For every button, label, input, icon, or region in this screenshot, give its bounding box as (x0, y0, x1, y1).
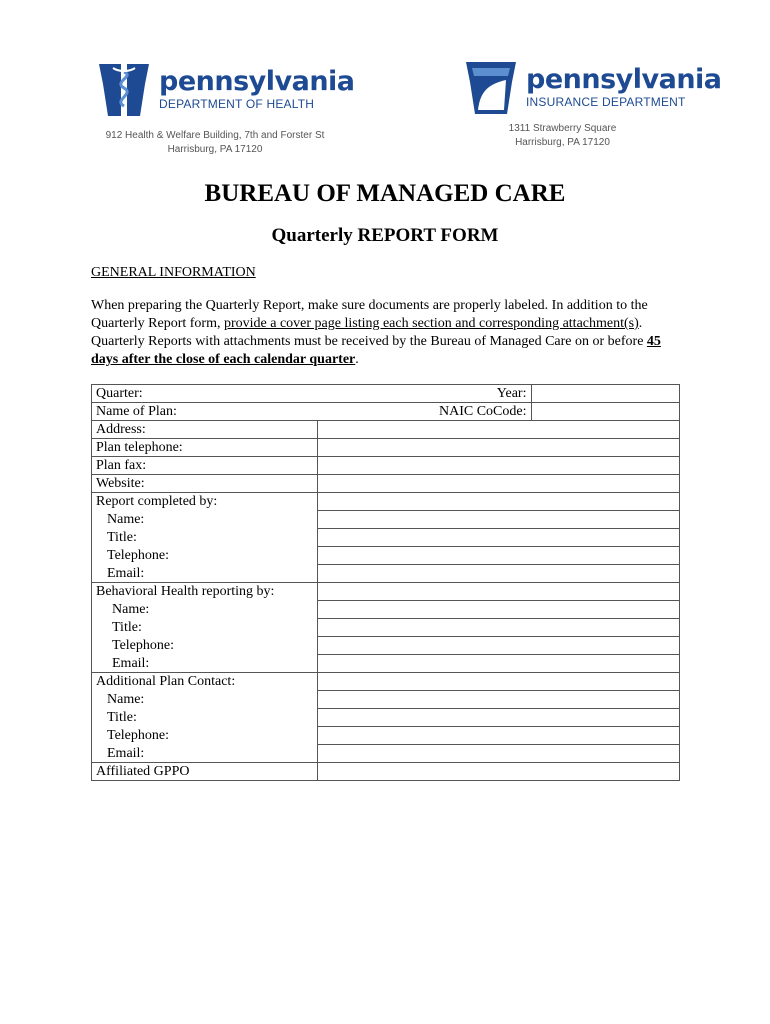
form-row-report-telephone (92, 547, 680, 565)
report-name-field[interactable] (318, 511, 680, 529)
form-row-ac-title (92, 709, 680, 727)
document-title: BUREAU OF MANAGED CARE (204, 180, 566, 207)
bh-title-label: Title: (92, 619, 318, 637)
report-completed-by-field[interactable] (318, 493, 680, 511)
quarter-label: Quarter: (92, 385, 318, 403)
form-row-report-completed-by (92, 493, 680, 511)
additional-contact-label: Additional Plan Contact: (92, 673, 318, 691)
form-row-affiliated-gppo (92, 763, 680, 781)
right-address (450, 122, 675, 150)
bh-telephone-label: Telephone: (92, 637, 318, 655)
report-title-label: Title: (92, 529, 318, 547)
form-row-additional-contact (92, 673, 680, 691)
behavioral-health-field[interactable] (318, 583, 680, 601)
form-row-fax (92, 457, 680, 475)
left-address (80, 129, 350, 157)
form-row-report-email (92, 565, 680, 583)
bh-telephone-field[interactable] (318, 637, 680, 655)
form-row-behavioral-health (92, 583, 680, 601)
bh-title-field[interactable] (318, 619, 680, 637)
right-brand-name: pennsylvania (526, 63, 722, 95)
behavioral-health-label: Behavioral Health reporting by: (92, 583, 318, 601)
ac-title-field[interactable] (318, 709, 680, 727)
year-field[interactable] (531, 385, 680, 403)
report-email-field[interactable] (318, 565, 680, 583)
intro-paragraph (91, 297, 681, 369)
form-row-quarter (92, 385, 680, 403)
naic-code-label: NAIC CoCode: (318, 403, 532, 421)
address-field[interactable] (318, 421, 680, 439)
form-row-bh-name (92, 601, 680, 619)
bh-email-field[interactable] (318, 655, 680, 673)
left-brand-name: pennsylvania (159, 65, 355, 97)
plan-fax-label: Plan fax: (92, 457, 318, 475)
bh-email-label: Email: (92, 655, 318, 673)
ac-name-label: Name: (92, 691, 318, 709)
ac-telephone-field[interactable] (318, 727, 680, 745)
report-name-label: Name: (92, 511, 318, 529)
bh-name-label: Name: (92, 601, 318, 619)
pa-health-logo (95, 60, 355, 118)
plan-name-label: Name of Plan: (92, 403, 318, 421)
keystone-caduceus-icon (95, 60, 153, 118)
form-row-bh-telephone (92, 637, 680, 655)
document-subtitle: Quarterly REPORT FORM (271, 225, 499, 246)
right-address-line1: 1311 Strawberry Square (508, 123, 617, 134)
form-row-telephone (92, 439, 680, 457)
form-row-bh-email (92, 655, 680, 673)
year-label: Year: (318, 385, 532, 403)
form-row-bh-title (92, 619, 680, 637)
form-row-website (92, 475, 680, 493)
affiliated-gppo-field[interactable] (318, 763, 680, 781)
right-department-name: INSURANCE DEPARTMENT (526, 94, 686, 109)
form-row-address (92, 421, 680, 439)
form-row-ac-name (92, 691, 680, 709)
form-row-report-title (92, 529, 680, 547)
pa-insurance-logo (462, 58, 722, 116)
ac-name-field[interactable] (318, 691, 680, 709)
form-row-plan-name (92, 403, 680, 421)
form-row-report-name (92, 511, 680, 529)
report-email-label: Email: (92, 565, 318, 583)
right-address-line2: Harrisburg, PA 17120 (515, 137, 610, 148)
website-label: Website: (92, 475, 318, 493)
left-address-line2: Harrisburg, PA 17120 (167, 144, 263, 155)
report-completed-by-label: Report completed by: (92, 493, 318, 511)
ac-email-label: Email: (92, 745, 318, 763)
ac-email-field[interactable] (318, 745, 680, 763)
plan-fax-field[interactable] (318, 457, 680, 475)
report-title-field[interactable] (318, 529, 680, 547)
report-telephone-field[interactable] (318, 547, 680, 565)
ac-title-label: Title: (92, 709, 318, 727)
intro-text-2: . Quarterly Reports with attachments must be received by the Bureau of Managed Care on or before (91, 316, 647, 349)
keystone-icon (462, 58, 520, 116)
bh-name-field[interactable] (318, 601, 680, 619)
plan-telephone-label: Plan telephone: (92, 439, 318, 457)
additional-contact-field[interactable] (318, 673, 680, 691)
intro-deadline: 45 days after the close of each calendar quarter (91, 334, 661, 367)
left-address-line1: 912 Health & Welfare Building, 7th and Forster St (105, 130, 325, 141)
report-telephone-label: Telephone: (92, 547, 318, 565)
intro-text-3: . (355, 352, 359, 367)
naic-code-field[interactable] (531, 403, 680, 421)
intro-cover-page-note: provide a cover page listing each section and corresponding attachment(s) (223, 316, 639, 331)
section-heading: GENERAL INFORMATION (91, 265, 256, 280)
left-department-name: DEPARTMENT OF HEALTH (159, 96, 315, 111)
website-field[interactable] (318, 475, 680, 493)
intro-text-1: When preparing the Quarterly Report, make sure documents are properly labeled. In addition to the Quarterly Report form, (91, 298, 648, 331)
general-info-form (91, 384, 680, 781)
ac-telephone-label: Telephone: (92, 727, 318, 745)
address-label: Address: (92, 421, 318, 439)
form-row-ac-telephone (92, 727, 680, 745)
form-row-ac-email (92, 745, 680, 763)
affiliated-gppo-label: Affiliated GPPO (92, 763, 318, 781)
plan-telephone-field[interactable] (318, 439, 680, 457)
